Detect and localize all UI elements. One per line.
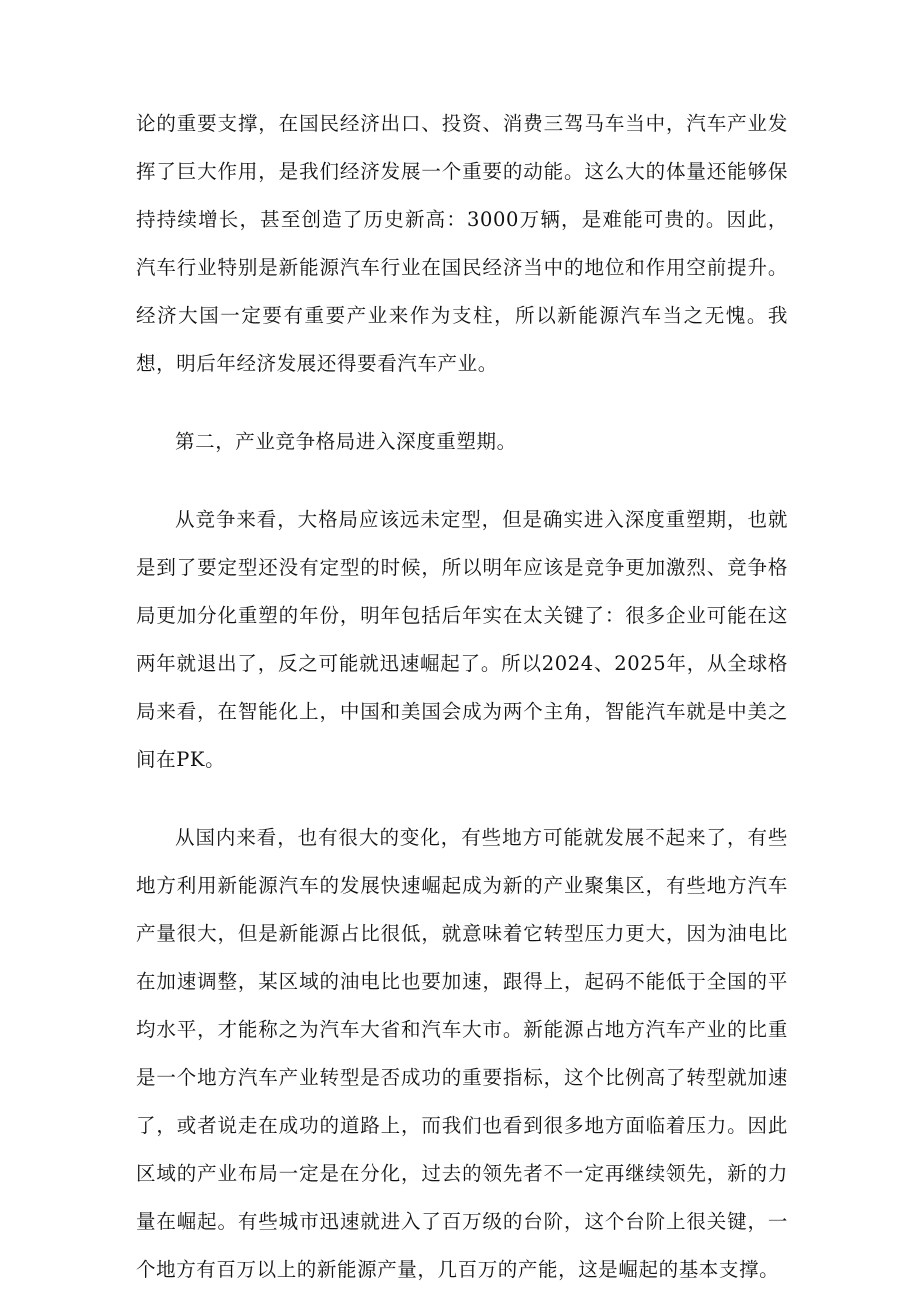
paragraph-competition: 从竞争来看，大格局应该远未定型，但是确实进入深度重塑期，也就是到了要定型还没有定型的时候，所以明年应该是竞争更加激烈、竞争格局更加分化重塑的年份，明年包括后年实在太关键了：很多企业可能在这两年就退出了，反之可能就迅速崛起了。所以2024、2025年，从全球格局来看，在智能化上，中国和美国会成为两个主角，智能汽车就是中美之间在PK。 (136, 508, 788, 771)
paragraph-domestic: 从国内来看，也有很大的变化，有些地方可能就发展不起来了，有些地方利用新能源汽车的发展快速崛起成为新的产业聚集区，有些地方汽车产量很大，但是新能源占比很低，就意味着它转型压力更大，因为油电比在加速调整，某区域的油电比也要加速，跟得上，起码不能低于全国的平均水平，才能称之为汽车大省和汽车大市。新能源占地方汽车产业的比重是一个地方汽车产业转型是否成功的重要指标，这个比例高了转型就加速了，或者说走在成功的道路上，而我们也看到很多地方面临着压力。因此区域的产业布局一定是在分化，过去的领先者不一定再继续领先，新的力量在崛起。有些城市迅速就进入了百万级的台阶，这个台阶上很关键，一个地方有百万以上的新能源产量，几百万的产能，这是崛起的基本支撑。 (136, 826, 788, 1281)
paragraph-continuation: 论的重要支撑，在国民经济出口、投资、消费三驾马车当中，汽车产业发挥了巨大作用，是我们经济发展一个重要的动能。这么大的体量还能够保持持续增长，甚至创造了历史新高：3000万辆，是难能可贵的。因此，汽车行业特别是新能源汽车行业在国民经济当中的地位和作用空前提升。经济大国一定要有重要产业来作为支柱，所以新能源汽车当之无愧。我想，明后年经济发展还得要看汽车产业。 (136, 112, 788, 375)
section-heading-paragraph: 第二，产业竞争格局进入深度重塑期。 (175, 430, 517, 453)
